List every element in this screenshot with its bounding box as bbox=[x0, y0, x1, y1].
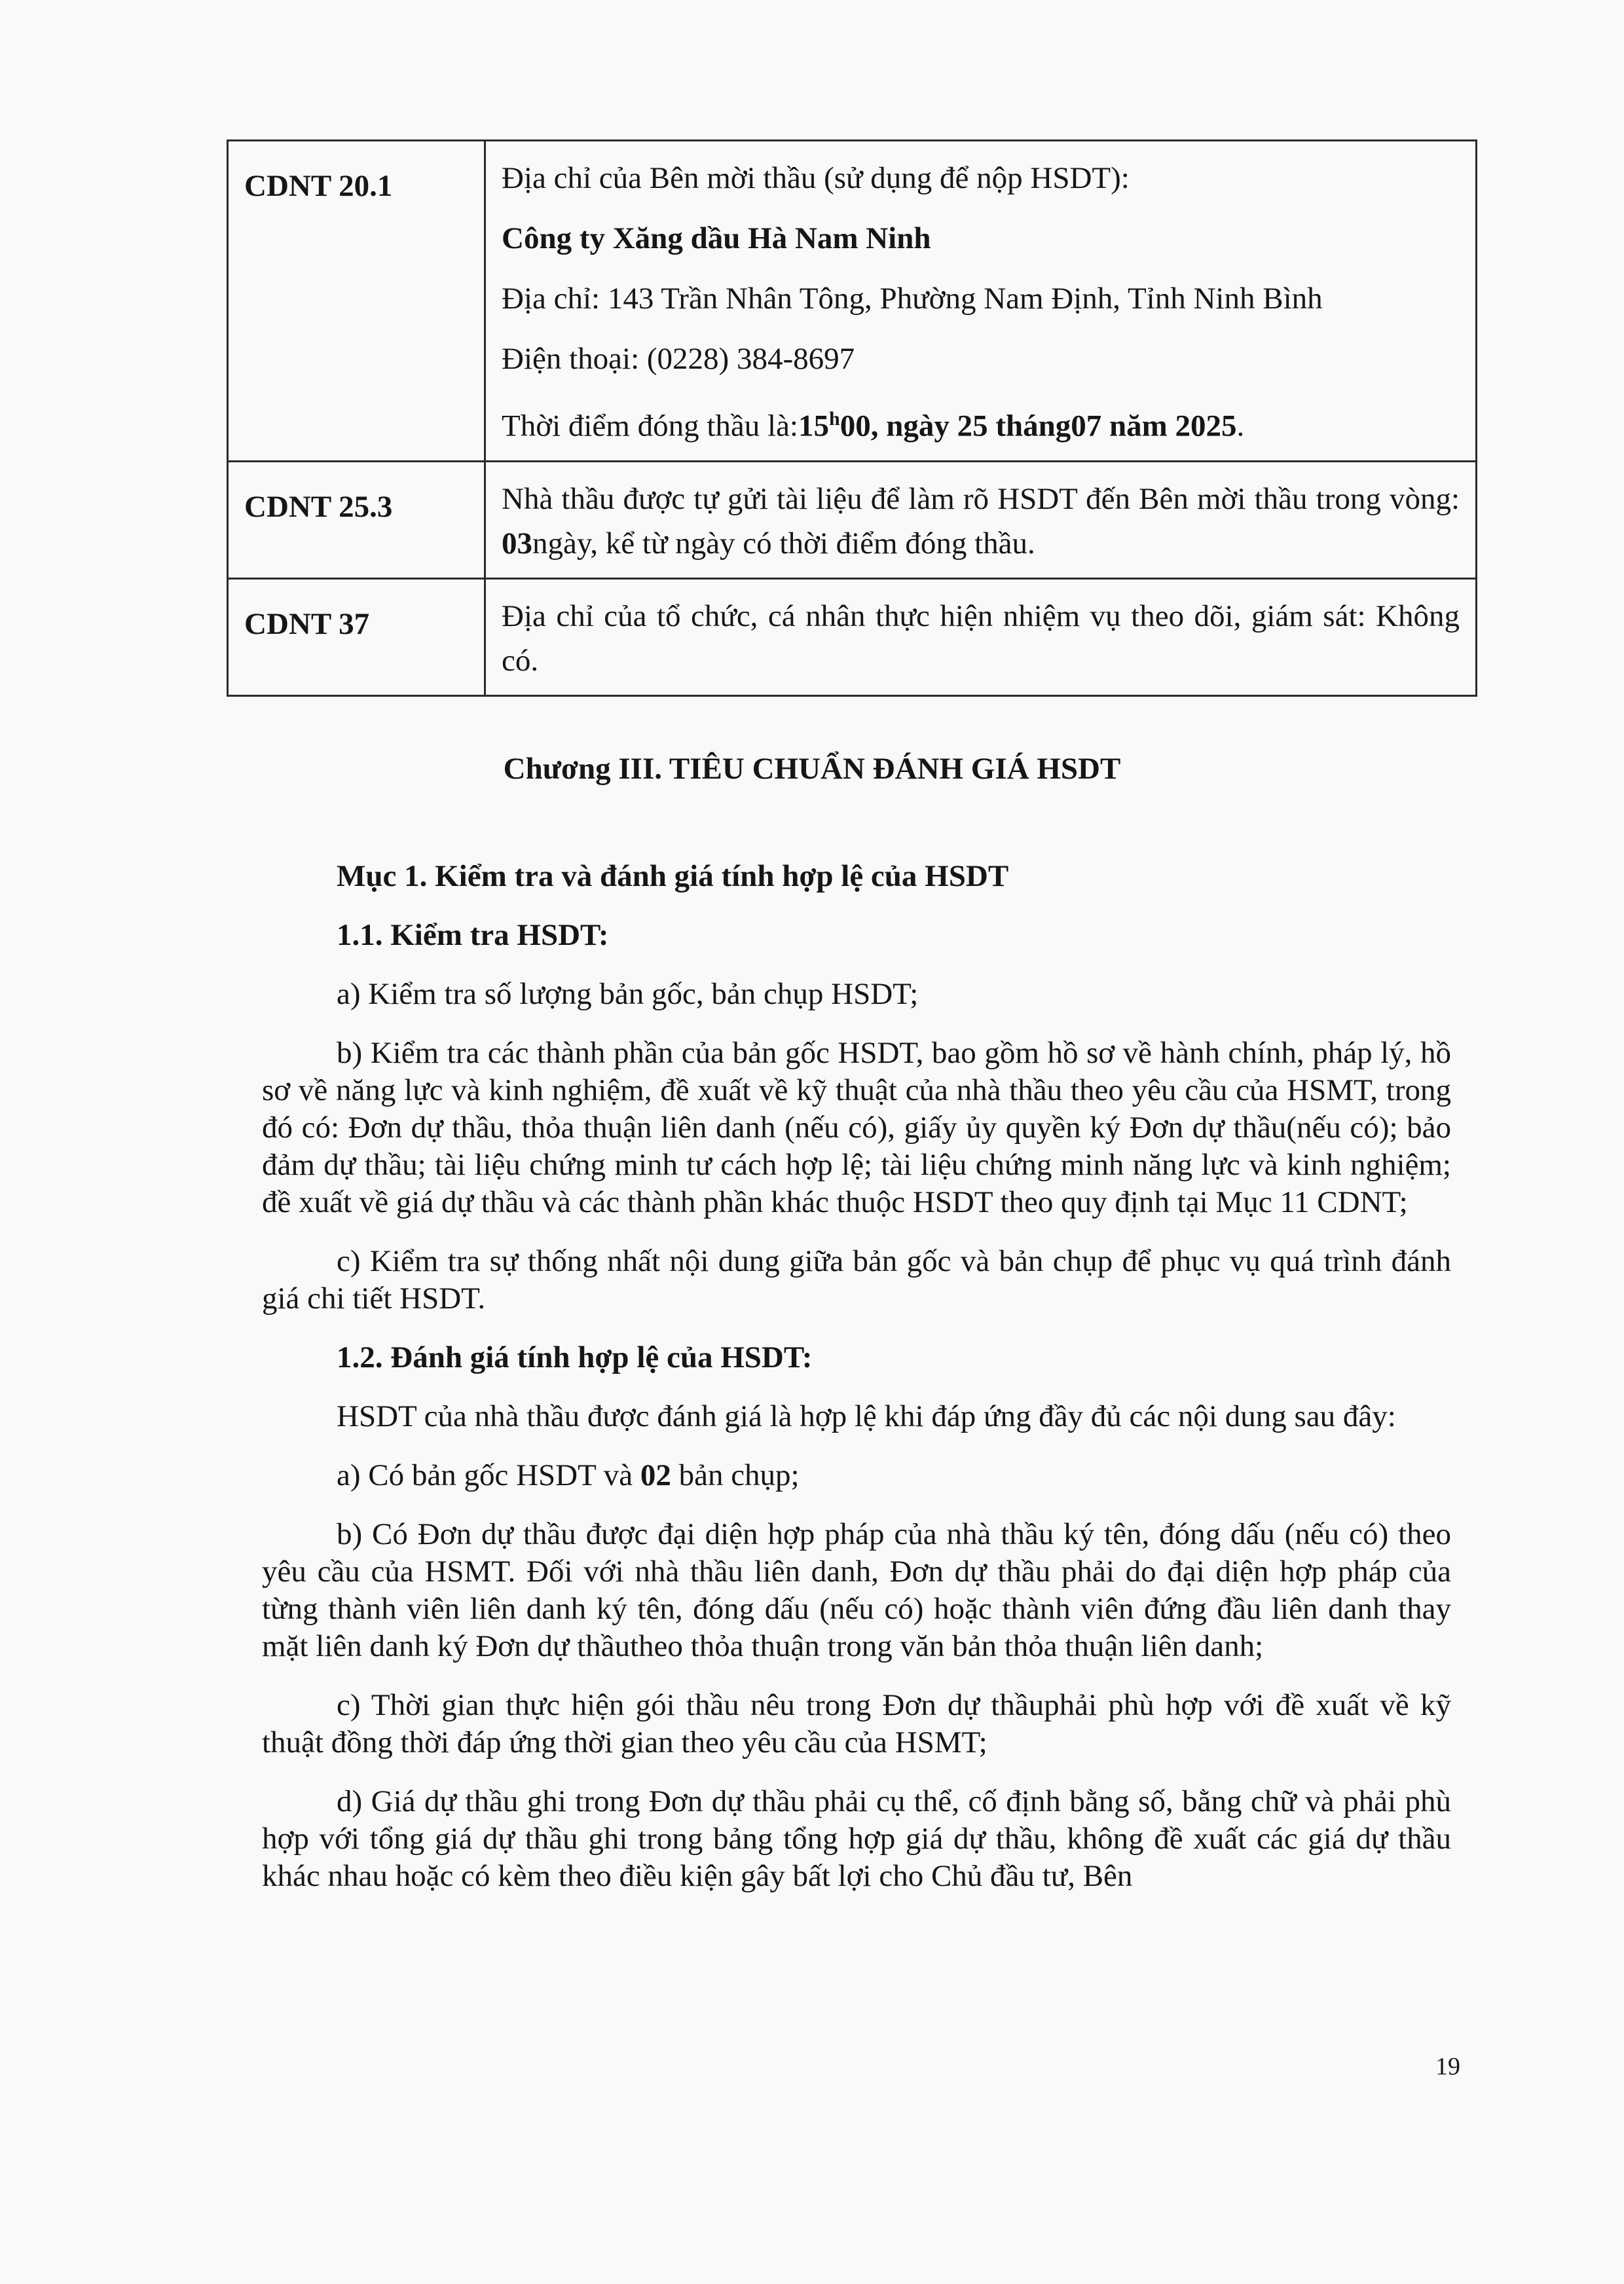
copies-count: 02 bbox=[640, 1458, 671, 1492]
company-name: Công ty Xăng dầu Hà Nam Ninh bbox=[502, 221, 931, 255]
section-title: Mục 1. Kiểm tra và đánh giá tính hợp lệ của HSDT bbox=[337, 859, 1009, 893]
paragraph: a) Kiểm tra số lượng bản gốc, bản chụp HSDT; bbox=[337, 977, 919, 1011]
paragraph: HSDT của nhà thầu được đánh giá là hợp lệ khi đáp ứng đầy đủ các nội dung sau đây: bbox=[337, 1399, 1396, 1433]
copies-prefix: a) Có bản gốc HSDT và bbox=[337, 1458, 640, 1492]
row-code: CDNT 20.1 bbox=[228, 141, 485, 462]
row-content: Địa chỉ của tổ chức, cá nhân thực hiện nhiệm vụ theo dõi, giám sát: Không có. bbox=[485, 578, 1477, 695]
bid-data-table bbox=[227, 139, 1477, 697]
row-content bbox=[485, 141, 1477, 462]
table-row bbox=[228, 461, 1477, 578]
deadline-end: . bbox=[1236, 409, 1245, 443]
copies-suffix: bản chụp; bbox=[671, 1458, 800, 1492]
table-row bbox=[228, 141, 1477, 462]
row-content bbox=[485, 461, 1477, 578]
row-code: CDNT 37 bbox=[228, 578, 485, 695]
clarify-days: 03 bbox=[502, 526, 532, 561]
paragraph: d) Giá dự thầu ghi trong Đơn dự thầu phải cụ thể, cố định bằng số, bằng chữ và phải phù hợp với tổng giá dự thầu ghi trong bảng tổng hợp giá dự thầu, không đề xuất các giá dự thầu khác nhau hoặc có kèm theo điều kiện gây bất lợi cho Chủ đầu tư, Bên bbox=[262, 1784, 1451, 1893]
deadline-prefix: Thời điểm đóng thầu là: bbox=[502, 409, 798, 443]
clarify-prefix: Nhà thầu được tự gửi tài liệu để làm rõ HSDT đến Bên mời thầu trong vòng: bbox=[502, 481, 1460, 516]
deadline-hour: 15 bbox=[798, 409, 829, 443]
phone-line: Điện thoại: (0228) 384-8697 bbox=[502, 342, 855, 376]
row-code: CDNT 25.3 bbox=[228, 461, 485, 578]
table-row bbox=[228, 578, 1477, 695]
deadline-line bbox=[502, 397, 1460, 449]
subsection-title: 1.1. Kiểm tra HSDT: bbox=[337, 918, 609, 952]
paragraph: c) Thời gian thực hiện gói thầu nêu trong Đơn dự thầuphải phù hợp với đề xuất về kỹ thuật đồng thời đáp ứng thời gian theo yêu cầu của HSMT; bbox=[262, 1688, 1451, 1759]
clarify-suffix: ngày, kể từ ngày có thời điểm đóng thầu. bbox=[532, 526, 1035, 561]
paragraph bbox=[262, 1457, 1451, 1494]
address-line: Địa chỉ: 143 Trần Nhân Tông, Phường Nam Định, Tỉnh Ninh Bình bbox=[502, 282, 1323, 316]
paragraph: b) Có Đơn dự thầu được đại diện hợp pháp của nhà thầu ký tên, đóng dấu (nếu có) theo yêu cầu của HSMT. Đối với nhà thầu liên danh, Đơn dự thầu phải do đại diện hợp pháp của từng thành viên liên danh ký tên, đóng dấu (nếu có) hoặc thành viên đứng đầu liên danh thay mặt liên danh ký Đơn dự thầutheo thỏa thuận trong văn bản thỏa thuận liên danh; bbox=[262, 1517, 1451, 1663]
paragraph: b) Kiểm tra các thành phần của bản gốc HSDT, bao gồm hồ sơ về hành chính, pháp lý, hồ sơ về năng lực và kinh nghiệm, đề xuất về kỹ thuật của nhà thầu theo yêu cầu của HSMT, trong đó có: Đơn dự thầu, thỏa thuận liên danh (nếu có), giấy ủy quyền ký Đơn dự thầu(nếu có); bảo đảm dự thầu; tài liệu chứng minh tư cách hợp lệ; tài liệu chứng minh năng lực và kinh nghiệm; đề xuất về giá dự thầu và các thành phần khác thuộc HSDT theo quy định tại Mục 11 CDNT; bbox=[262, 1036, 1451, 1219]
chapter-title: Chương III. TIÊU CHUẨN ĐÁNH GIÁ HSDT bbox=[503, 752, 1121, 786]
page-number: 19 bbox=[1435, 2053, 1460, 2080]
deadline-rest: 00, ngày 25 tháng07 năm 2025 bbox=[840, 409, 1237, 443]
body-text bbox=[262, 858, 1451, 1917]
paragraph: c) Kiểm tra sự thống nhất nội dung giữa bản gốc và bản chụp để phục vụ quá trình đánh giá chi tiết HSDT. bbox=[262, 1244, 1451, 1316]
deadline-sup: h bbox=[829, 408, 840, 430]
address-label: Địa chỉ của Bên mời thầu (sử dụng để nộp HSDT): bbox=[502, 161, 1130, 195]
subsection-title: 1.2. Đánh giá tính hợp lệ của HSDT: bbox=[337, 1340, 813, 1374]
